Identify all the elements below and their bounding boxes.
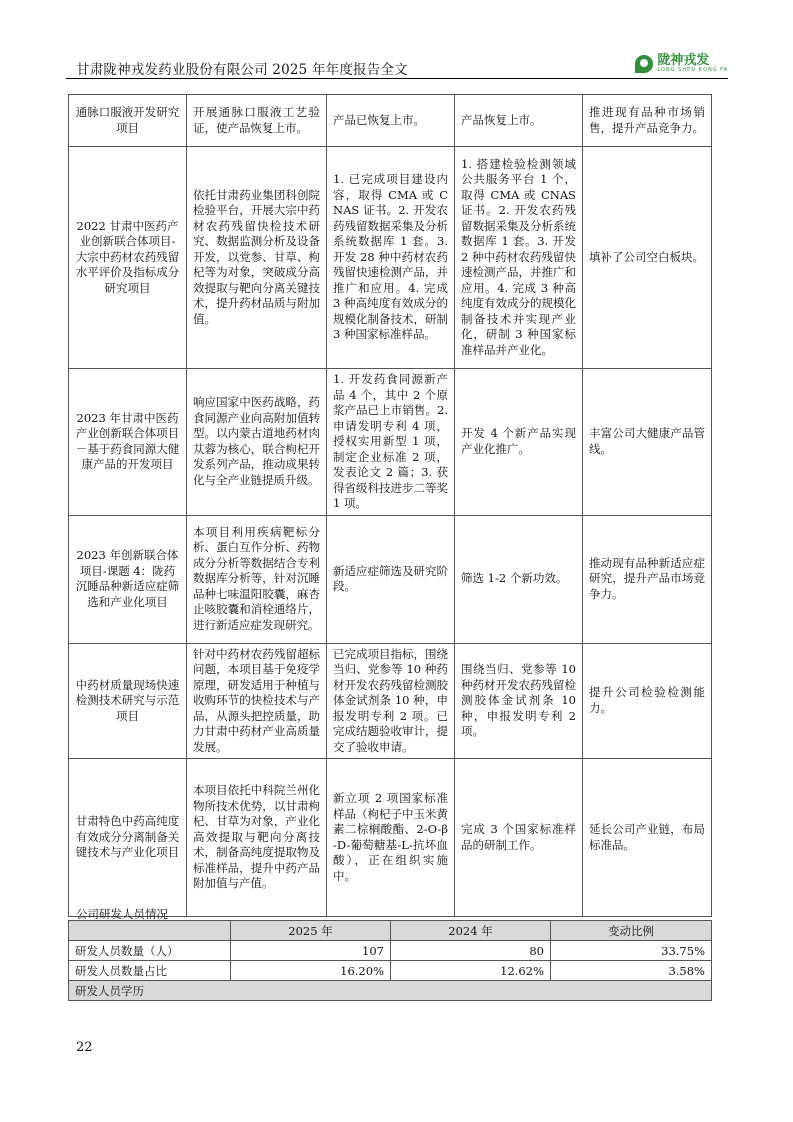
table-row: [69, 515, 712, 643]
column-header: 变动比例: [551, 921, 712, 941]
column-header: [69, 921, 231, 941]
table-row: [69, 961, 712, 981]
project-name: 2023 年创新联合体项目-课题 4：陇药沉睡品种新适应症筛选和产业化项目: [69, 515, 187, 643]
project-purpose: 本项目依托中科院兰州化物所技术优势，以甘肃枸杞、甘草为对象，产业化高效提取与靶向分离技术，制备高纯度提取物及标准样品，提升中药产品附加值与产值。: [187, 759, 327, 917]
value-2024: 80: [391, 941, 551, 961]
value-2025: 107: [231, 941, 391, 961]
company-logo: [635, 54, 728, 73]
table-row: [69, 759, 712, 917]
page-number: 22: [76, 1040, 93, 1055]
table-row: [69, 147, 712, 369]
project-goal: 围绕当归、党参等 10 种药材开发农药残留检测胶体金试剂条 10 种，申报发明专利 2 项。: [455, 643, 583, 759]
project-purpose: 本项目利用疾病靶标分析、蛋白互作分析、药物成分分析等数据结合专利数据库分析等，针对沉睡品种七味温阳胶囊，麻杏止咳胶囊和消栓通络片，进行新适应症发现研究。: [187, 515, 327, 643]
project-goal: 完成 3 个国家标准样品的研制工作。: [455, 759, 583, 917]
project-name: 2023 年甘肃中医药产业创新联合体项目－基于药食同源大健康产品的开发项目: [69, 369, 187, 516]
project-goal: 筛选 1-2 个新功效。: [455, 515, 583, 643]
table-header-row: [69, 921, 712, 941]
table-row: [69, 95, 712, 147]
project-goal: 1. 搭建检验检测领域公共服务平台 1 个，取得 CMA 或 CNAS 证书。2. 开发农药残留数据采集及分析系统数据库 1 套。3. 开发 2 种中药材农药残留快速检测产品，并推广和应用。4. 完成 3 种高纯度有效成分的规模化制备技术并实现产业化，研制 3 种国家标准样品并产业化。: [455, 147, 583, 369]
project-impact: 推动现有品种新适应症研究，提升产品市场竞争力。: [583, 515, 712, 643]
logo-text-en: LONG SHEN RONG FA: [657, 67, 728, 73]
project-impact: 丰富公司大健康产品管线。: [583, 369, 712, 516]
project-impact: 提升公司检验检测能力。: [583, 643, 712, 759]
staff-section-label: 公司研发人员情况: [76, 907, 168, 921]
project-progress: 产品已恢复上市。: [327, 95, 455, 147]
project-progress: 1. 开发药食同源新产品 4 个，其中 2 个原浆产品已上市销售。2. 申请发明专利 4 项，授权实用新型 1 项，制定企业标准 2 项，发表论文 2 篇；3. 获得省级科技进步二等奖 1 项。: [327, 369, 455, 516]
project-name: 甘肃特色中药高纯度有效成分分离制备关键技术与产业化项目: [69, 759, 187, 917]
project-name: 通脉口服液开发研究项目: [69, 95, 187, 147]
leaf-logo-icon: [635, 55, 653, 73]
header-divider: [66, 78, 728, 79]
project-impact: 填补了公司空白板块。: [583, 147, 712, 369]
project-impact: 延长公司产业链，布局标准品。: [583, 759, 712, 917]
project-goal: 开发 4 个新产品实现产业化推广。: [455, 369, 583, 516]
project-progress: 1. 已完成项目建设内容，取得 CMA 或 CNAS 证书。2. 开发农药残留数据采集及分析系统数据库 1 套。3. 开发 28 种中药材农药残留快速检测产品，并推广和应用。4. 完成 3 种高纯度有效成分的规模化制备技术，研制 3 种国家标准样品。: [327, 147, 455, 369]
value-2024: 12.62%: [391, 961, 551, 981]
value-2025: 16.20%: [231, 961, 391, 981]
project-name: 2022 甘肃中医药产业创新联合体项目-大宗中药材农药残留水平评价及指标成分研究项目: [69, 147, 187, 369]
table-row: [69, 369, 712, 516]
page-header: [66, 52, 728, 78]
project-goal: 产品恢复上市。: [455, 95, 583, 147]
table-row: [69, 643, 712, 759]
change-ratio: 33.75%: [551, 941, 712, 961]
column-header: 2024 年: [391, 921, 551, 941]
section-label: 研发人员学历: [69, 981, 712, 1001]
project-purpose: 针对中药材农药残留超标问题，本项目基于免疫学原理，研发适用于种植与收购环节的快检技术与产品，从源头把控质量，助力甘肃中药材产业高质量发展。: [187, 643, 327, 759]
project-purpose: 开展通脉口服液工艺验证，使产品恢复上市。: [187, 95, 327, 147]
project-progress: 已完成项目指标，围绕当归、党参等 10 种药材开发农药残留检测胶体金试剂条 10 种，申报发明专利 2 项。已完成结题验收审计，提交了验收申请。: [327, 643, 455, 759]
logo-text-cn: 陇神戎发: [657, 53, 710, 68]
project-impact: 推进现有品种市场销售，提升产品竞争力。: [583, 95, 712, 147]
row-label: 研发人员数量占比: [69, 961, 231, 981]
rd-projects-table: [68, 94, 712, 917]
table-row: [69, 941, 712, 961]
report-title: 甘肃陇神戎发药业股份有限公司 2025 年年度报告全文: [76, 62, 408, 78]
change-ratio: 3.58%: [551, 961, 712, 981]
project-purpose: 响应国家中医药战略，药食同源产业向高附加值转型。以内蒙古道地药材肉苁蓉为核心，联合枸杞开发系列产品，推动成果转化与全产业链提质升级。: [187, 369, 327, 516]
section-row: [69, 981, 712, 1001]
row-label: 研发人员数量（人）: [69, 941, 231, 961]
project-progress: 新立项 2 项国家标准样品（枸杞子中玉米黄素二棕榈酸酯、2-O-β-D-葡萄糖基-L-抗坏血酸），正在组织实施中。: [327, 759, 455, 917]
rd-staff-table: [68, 920, 712, 1001]
column-header: 2025 年: [231, 921, 391, 941]
project-purpose: 依托甘肃药业集团科创院检验平台，开展大宗中药材农药残留快检技术研究、数据监测分析及设备开发，以党参、甘草、枸杞等为对象，突破成分高效提取与靶向分离关键技术，提升药材品质与附加值。: [187, 147, 327, 369]
project-progress: 新适应症筛选及研究阶段。: [327, 515, 455, 643]
project-name: 中药材质量现场快速检测技术研究与示范项目: [69, 643, 187, 759]
